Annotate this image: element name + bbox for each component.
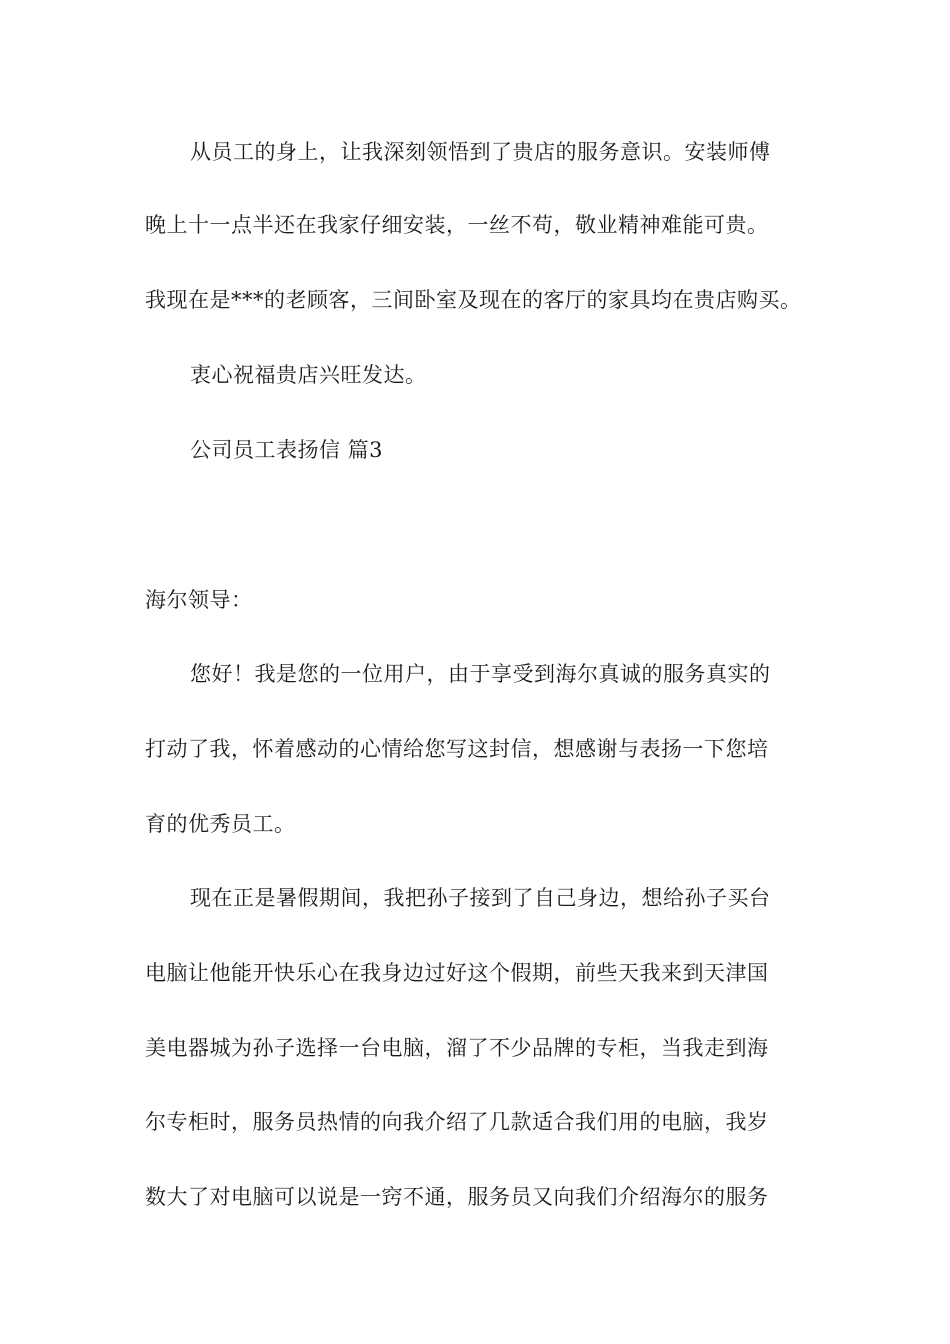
paragraph-line: 电脑让他能开快乐心在我身边过好这个假期，前些天我来到天津国	[145, 961, 769, 985]
paragraph-line: 您好！我是您的一位用户，由于享受到海尔真诚的服务真实的	[190, 662, 771, 686]
salutation: 海尔领导：	[145, 588, 253, 612]
section-heading: 公司员工表扬信 篇3	[190, 438, 384, 462]
paragraph-line: 从员工的身上，让我深刻领悟到了贵店的服务意识。安装师傅	[190, 140, 771, 164]
paragraph-line: 美电器城为孙子选择一台电脑，溜了不少品牌的专柜，当我走到海	[145, 1036, 769, 1060]
paragraph-line: 晚上十一点半还在我家仔细安装，一丝不苟，敬业精神难能可贵。	[145, 213, 769, 237]
paragraph-line: 数大了对电脑可以说是一窍不通，服务员又向我们介绍海尔的服务	[145, 1185, 769, 1209]
paragraph-line: 我现在是***的老顾客，三间卧室及现在的客厅的家具均在贵店购买。	[145, 288, 802, 312]
paragraph-line: 现在正是暑假期间，我把孙子接到了自己身边，想给孙子买台	[190, 886, 771, 910]
paragraph-line: 育的优秀员工。	[145, 812, 296, 836]
paragraph-line: 打动了我，怀着感动的心情给您写这封信，想感谢与表扬一下您培	[145, 737, 769, 761]
paragraph-line: 尔专柜时，服务员热情的向我介绍了几款适合我们用的电脑，我岁	[145, 1110, 769, 1134]
paragraph-line: 衷心祝福贵店兴旺发达。	[190, 363, 427, 387]
